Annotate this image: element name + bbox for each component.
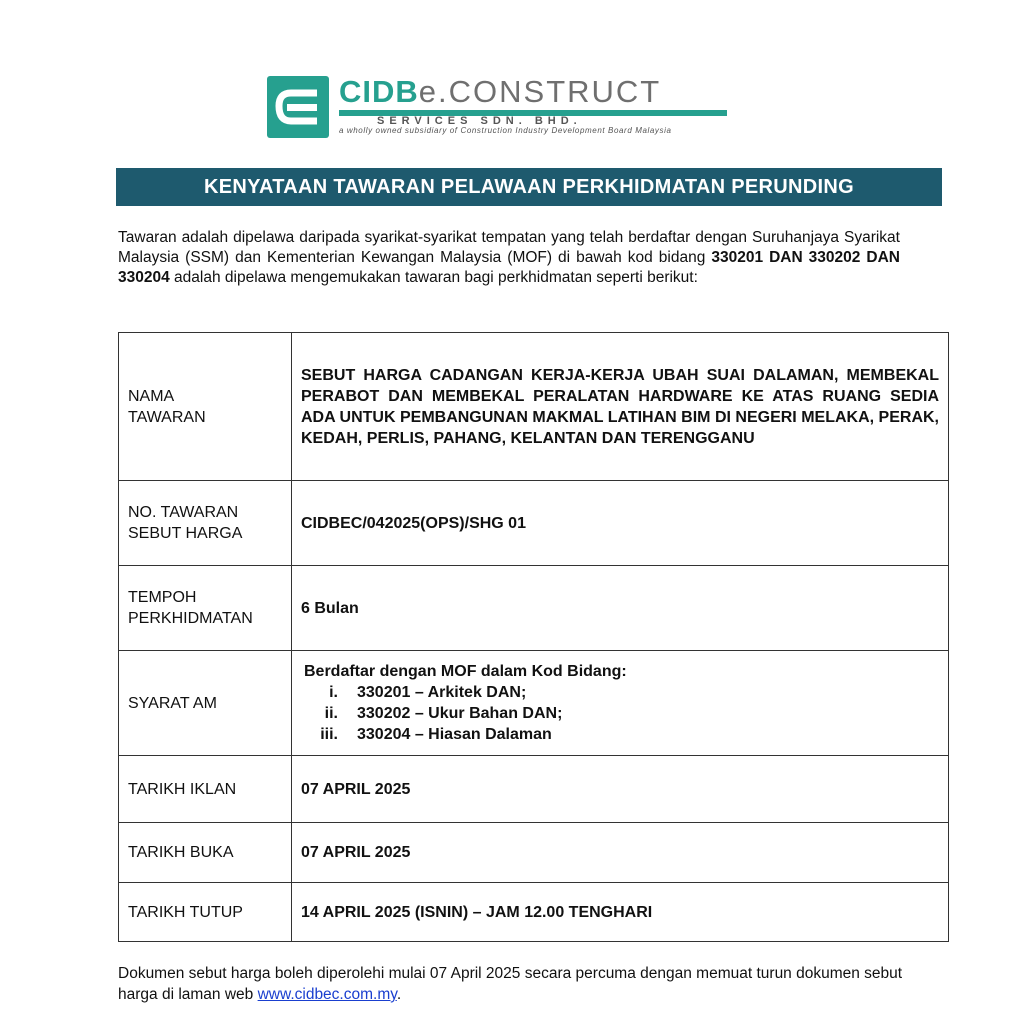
table-row-tarikh-iklan xyxy=(119,756,949,823)
syarat-am-label: SYARAT AM xyxy=(119,651,292,756)
tarikh-tutup-value: 14 APRIL 2025 (ISNIN) – JAM 12.00 TENGHARI xyxy=(292,883,949,942)
logo-econstruct-text: e.CONSTRUCT xyxy=(418,74,662,109)
logo-subtitle: SERVICES SDN. BHD. xyxy=(377,115,582,127)
list-item-text: 330204 – Hiasan Dalaman xyxy=(357,726,552,743)
tarikh-buka-label: TARIKH BUKA xyxy=(119,823,292,883)
footer-text-after: . xyxy=(396,986,402,1003)
list-item-text: 330201 – Arkitek DAN; xyxy=(357,684,527,701)
tarikh-iklan-value: 07 APRIL 2025 xyxy=(292,756,949,823)
document-title-banner: KENYATAAN TAWARAN PELAWAAN PERKHIDMATAN PERUNDING xyxy=(116,168,942,206)
list-item xyxy=(301,682,939,703)
list-item-number: i. xyxy=(329,684,338,701)
tarikh-tutup-label: TARIKH TUTUP xyxy=(119,883,292,942)
label-line: NAMA xyxy=(128,387,175,405)
table-row-tarikh-tutup xyxy=(119,883,949,942)
list-item-number: ii. xyxy=(324,705,338,722)
nama-tawaran-text: SEBUT HARGA CADANGAN KERJA-KERJA UBAH SUAI DALAMAN, MEMBEKAL PERABOT DAN MEMBEKAL PERALATAN HARDWARE KE ATAS RUANG SEDIA ADA UNTUK PEMBANGUNAN MAKMAL LATIHAN BIM DI NEGERI MELAKA, PERAK, KEDAH, PERLIS, PAHANG, KELANTAN DAN TERENGGANU xyxy=(301,366,939,447)
table-row-tarikh-buka xyxy=(119,823,949,883)
company-logo xyxy=(267,76,737,138)
no-tawaran-label xyxy=(119,481,292,566)
list-item-number: iii. xyxy=(320,726,338,743)
tempoh-label xyxy=(119,566,292,651)
label-line: TEMPOH xyxy=(128,589,197,606)
nama-tawaran-label xyxy=(119,333,292,481)
list-item-text: 330202 – Ukur Bahan DAN; xyxy=(357,705,563,722)
syarat-am-value xyxy=(292,651,949,756)
cidb-logo-mark-icon xyxy=(267,76,329,138)
syarat-am-heading: Berdaftar dengan MOF dalam Kod Bidang: xyxy=(304,663,627,680)
intro-text-before: Tawaran adalah dipelawa daripada syarikat-syarikat tempatan yang telah berdaftar dengan Suruhanjaya Syarikat Malaysia (SSM) dan Kementerian Kewangan Malaysia (MOF) di bawah kod bidang xyxy=(118,229,900,266)
syarat-am-list xyxy=(301,682,939,745)
offer-details-table xyxy=(118,332,949,942)
table-row-syarat-am xyxy=(119,651,949,756)
label-line: SEBUT HARGA xyxy=(128,525,243,542)
list-item xyxy=(301,724,939,745)
tarikh-iklan-label: TARIKH IKLAN xyxy=(119,756,292,823)
logo-wordmark xyxy=(339,74,661,110)
table-row-nama-tawaran xyxy=(119,333,949,481)
tempoh-value: 6 Bulan xyxy=(292,566,949,651)
intro-text-after: adalah dipelawa mengemukakan tawaran bagi perkhidmatan seperti berikut: xyxy=(169,269,698,286)
footer-text-before: Dokumen sebut harga boleh diperolehi mulai 07 April 2025 secara percuma dengan memuat turun dokumen sebut harga di laman web xyxy=(118,965,903,1003)
footer-paragraph xyxy=(118,963,918,1005)
intro-paragraph xyxy=(118,228,900,288)
table-row-tempoh xyxy=(119,566,949,651)
list-item xyxy=(301,703,939,724)
intro-codes: 330201 DAN 330202 DAN 330204 xyxy=(118,249,900,286)
tarikh-buka-value: 07 APRIL 2025 xyxy=(292,823,949,883)
table-row-no-tawaran xyxy=(119,481,949,566)
no-tawaran-value: CIDBEC/042025(OPS)/SHG 01 xyxy=(292,481,949,566)
nama-tawaran-value xyxy=(292,333,949,481)
logo-cidb-text: CIDB xyxy=(339,74,419,109)
logo-tagline: a wholly owned subsidiary of Construction Industry Development Board Malaysia xyxy=(339,126,672,135)
label-line: PERKHIDMATAN xyxy=(128,610,253,627)
label-line: NO. TAWARAN xyxy=(128,504,239,521)
label-line: TAWARAN xyxy=(128,408,206,426)
website-link[interactable]: www.cidbec.com.my xyxy=(257,986,397,1003)
